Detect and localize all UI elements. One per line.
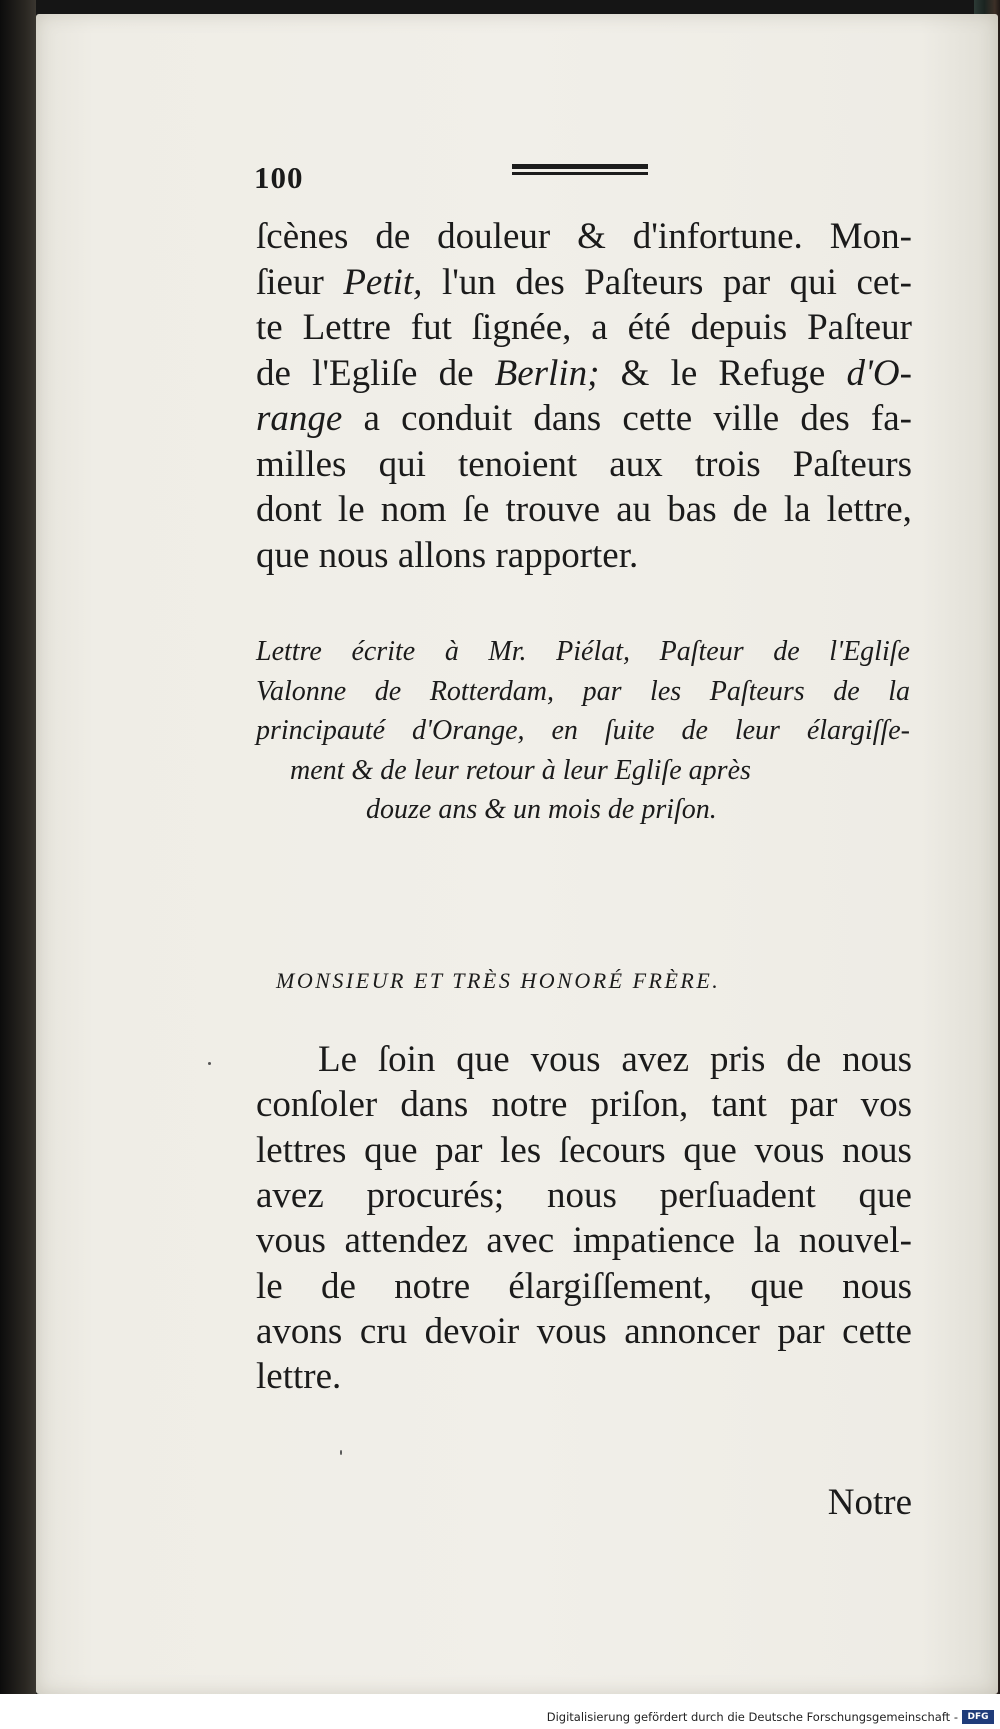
word: écrite [351,636,416,667]
word: cette [842,1310,912,1352]
page-number: 100 [254,160,304,195]
word: de [374,675,402,707]
word: d'infortune. [632,216,803,257]
word: ſoin [377,1039,436,1080]
word: l'Egliſe [829,636,910,667]
word: a [591,307,608,348]
word: attendez [344,1220,468,1262]
word: de [833,675,860,707]
word: a [363,398,380,439]
word: de [773,636,800,667]
word: que [456,1039,510,1080]
word: l'Egliſe [312,352,418,394]
word: Berlin; [494,352,600,394]
word: été [627,307,671,348]
word: Mr. [488,636,527,667]
word: la [888,675,910,707]
word: en [551,715,578,746]
word: devoir [424,1310,520,1352]
word: lettres [256,1129,347,1171]
word: le [670,352,698,394]
word: pris [709,1039,766,1080]
word: de [786,1039,822,1080]
word: à [444,636,459,667]
word: de [438,352,474,394]
word: au [616,489,652,530]
text-line [256,212,912,262]
word: cru [359,1310,408,1352]
text-line [256,1216,912,1266]
word: & [577,216,606,257]
word: milles [256,443,347,485]
word: trois [694,443,761,485]
word: par [582,675,622,707]
word: Lettre [302,307,391,348]
word: Piélat, [556,636,631,667]
word: nous [546,1174,617,1216]
heading-line [290,749,751,793]
word: annoncer [624,1310,760,1352]
word: dans [533,398,602,439]
word: ment & de leur retour à leur Egliſe après [290,754,751,786]
word: Refuge [718,352,826,394]
text-line [256,349,912,399]
word: Rotterdam, [429,675,554,707]
word: nous [842,1039,912,1080]
text-line [256,1262,912,1312]
text-line [256,1126,912,1176]
word: vous [256,1220,326,1262]
word: cette [622,398,693,439]
word: que [683,1129,737,1171]
word: impatience [572,1220,736,1262]
word: Paſteurs [792,443,912,485]
word: fut [410,307,452,348]
word: d'Orange, [412,715,525,746]
text-line [256,485,912,535]
word: des [515,261,565,303]
word: vous [530,1039,601,1080]
heading-line [256,709,910,753]
word: range [256,398,343,439]
word: ſecours [558,1129,666,1171]
word: que [364,1129,418,1171]
word: les [500,1129,542,1171]
text-line [318,1035,912,1085]
word: cet- [856,261,912,303]
heading-line [256,670,910,714]
word: avec [486,1220,555,1262]
word: nom [380,489,447,530]
text-line [256,303,912,353]
text-line [256,531,912,581]
word: perſuadent [659,1174,816,1216]
word: vous [754,1129,825,1171]
word: Paſteurs [709,675,805,707]
word: priſon, [590,1084,689,1126]
word: élargiſſement, [508,1265,713,1307]
word: procurés; [366,1174,505,1216]
dfg-logo: DFG [962,1710,994,1724]
book-binding-left [0,0,36,1729]
word: d'O- [846,352,912,394]
word: Paſteur [807,307,912,348]
word: vos [860,1084,912,1126]
word: avez [256,1174,324,1216]
word: ſieur [256,261,324,303]
word: ſuite [604,715,655,746]
word: l'un [441,261,496,303]
text-line [256,1307,912,1357]
catchword: Notre [827,1482,912,1523]
footer-credit: Digitalisierung gefördert durch die Deutsche Forschungsgemeinschaft - [546,1710,958,1724]
paper-speck [208,1062,211,1065]
word: fa- [870,398,912,439]
word: douleur [437,216,551,257]
text-line [256,258,912,308]
word: par [435,1129,483,1171]
word: tant [711,1084,767,1126]
letter-salutation: MONSIEUR ET TRÈS HONORÉ FRÈRE. [276,968,721,993]
word: nous [842,1129,912,1171]
word: la [783,489,811,530]
word: Lettre [256,636,322,667]
word: aux [609,443,663,485]
word: par [722,261,771,303]
text-line [256,1171,912,1221]
word: te [256,307,283,348]
word: leur [734,715,780,746]
word: & [620,352,650,394]
word: trouve [505,489,601,530]
text-line [256,440,912,490]
word: avez [621,1039,690,1080]
word: les [650,675,682,707]
word: depuis [690,307,788,348]
word: lettre, [826,489,912,530]
word: ſcènes [256,216,349,257]
word: ſe [462,489,490,530]
header-rule [512,164,648,175]
word: par [777,1310,825,1352]
word: douze ans & un mois de priſon. [366,794,717,825]
word: Petit, [343,261,423,303]
word: de [320,1265,356,1307]
word: dans [400,1084,469,1126]
word: vous [536,1310,607,1352]
word: tenoient [457,443,578,485]
text-line [256,1352,912,1402]
word: notre [491,1084,568,1126]
word: de [732,489,768,530]
text-line [256,1080,912,1130]
word: de [256,352,291,394]
word: Paſteurs [584,261,704,303]
word: principauté [256,715,386,746]
word: des [800,398,850,439]
word: le [337,489,365,530]
word: que nous allons rapporter. [256,534,639,576]
word: qui [378,443,426,485]
paper-speck [340,1450,342,1455]
word: avons [256,1310,343,1352]
word: par [790,1084,838,1126]
word: conduit [401,398,513,439]
word: de [375,216,411,257]
word: que [858,1174,912,1216]
word: Paſteur [659,636,744,667]
word: Mon- [829,216,912,257]
word: qui [789,261,837,303]
word: que [750,1265,804,1307]
word: Valonne [256,675,347,707]
word: de [681,715,708,746]
word: élargiſſe- [806,715,910,746]
heading-line [366,788,717,832]
word: dont [256,489,322,530]
word: ſignée, [471,307,572,348]
word: bas [667,489,717,530]
word: le [256,1265,283,1307]
word: nouvel- [798,1220,912,1262]
word: notre [394,1265,471,1307]
heading-line [256,630,910,674]
word: conſoler [256,1084,378,1126]
word: lettre. [256,1356,342,1398]
text-line [256,394,912,444]
word: la [753,1220,781,1262]
word: Le [318,1039,358,1080]
word: ville [713,398,780,439]
word: nous [842,1265,912,1307]
